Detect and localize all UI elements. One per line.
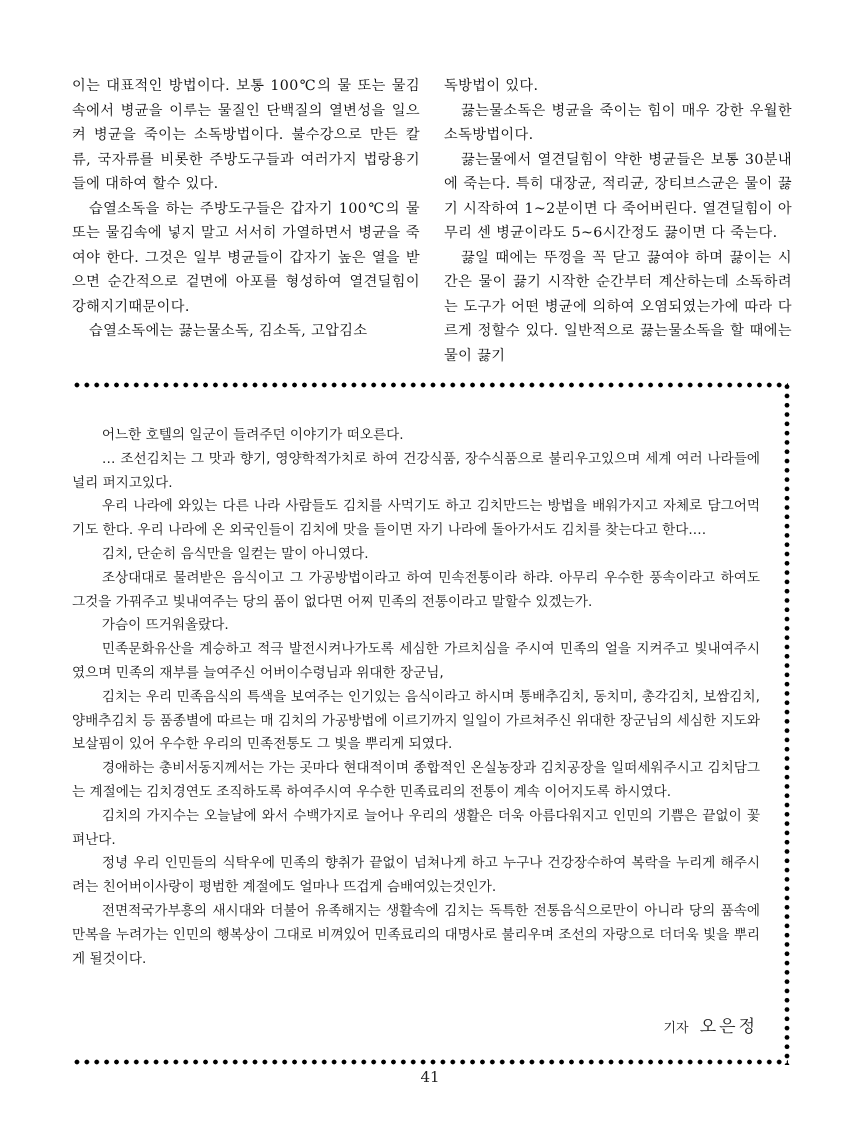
byline: [664, 1012, 759, 1037]
paragraph: 김치는 우리 민족음식의 특색을 보여주는 인기있는 음식이라고 하시며 통배추김치, 동치미, 총각김치, 보쌈김치, 양배추김치 등 품종별에 따르는 매 김치의 가공방법에 이르기까지 일일이 가르쳐주신 위대한 장군님의 세심한 지도와 보살핌이 있어 우수한 우리의 민족전통도 그 빛을 뿌리게 되였다.: [72, 688, 760, 753]
paragraph: 경애하는 총비서동지께서는 가는 곳마다 현대적이며 종합적인 온실농장과 김치공장을 일떠세워주시고 김치담그는 계절에는 김치경연도 조직하도록 하여주시여 우수한 민족료리의 전통이 계속 이어지도록 하시였다.: [72, 760, 760, 800]
paragraph: 가슴이 뜨거워올랐다.: [101, 617, 229, 634]
paragraph: 전면적국가부흥의 새시대와 더불어 유족해지는 생활속에 김치는 독특한 전통음식으로만이 아니라 당의 품속에 만복을 누려가는 인민의 행복상이 그대로 비껴있어 민족료리의 대명사로 불리우며 조선의 자랑으로 더더욱 빛을 뿌리게 될것이다.: [72, 902, 760, 967]
paragraph: 이는 대표적인 방법이다. 보통 100℃의 물 또는 물김속에서 병균을 이루는 물질인 단백질의 열변성을 일으켜 병균을 죽이는 소독방법이다. 불수강으로 만든 칼류, 국자류를 비롯한 주방도구들과 여러가지 법랑용기들에 대하여 할수 있다.: [72, 78, 420, 192]
byline-name: 오은정: [699, 1017, 758, 1037]
page-number: 41: [420, 1068, 440, 1086]
paragraph: 김치의 가지수는 오늘날에 와서 수백가지로 늘어나 우리의 생활은 더욱 아름다워지고 인민의 기쁨은 끝없이 꽃펴난다.: [72, 807, 760, 848]
paragraph: 끓일 때에는 뚜껑을 꼭 닫고 끓여야 하며 끓이는 시간은 물이 끓기 시작한 순간부터 계산하는데 소독하려는 도구가 어떤 병균에 의하여 오염되였는가에 따라 다르게 정할수 있다. 일반적으로 끓는물소독을 할 때에는 물이 끓기: [444, 249, 792, 364]
dotted-border-right: [784, 382, 790, 1065]
paragraph: … 조선김치는 그 맛과 향기, 영양학적가치로 하여 건강식품, 장수식품으로 불리우고있으며 세계 여러 나라들에 널리 퍼지고있다.: [72, 450, 760, 491]
paragraph: 우리 나라에 와있는 다른 나라 사람들도 김치를 사먹기도 하고 김치만드는 방법을 배워가지고 자체로 담그어먹기도 한다. 우리 나라에 온 외국인들이 김치에 맛을 들이면 자기 나라에 돌아가서도 김치를 찾는다고 한다.…: [72, 498, 760, 539]
paragraph: 어느한 호텔의 일군이 들려주던 이야기가 떠오른다.: [101, 427, 404, 443]
dotted-border-top: [72, 382, 788, 388]
paragraph: 김치, 단순히 음식만을 일컫는 말이 아니였다.: [101, 545, 369, 562]
paragraph: 습열소독을 하는 주방도구들은 갑자기 100℃의 물 또는 물김속에 넣지 말고 서서히 가열하면서 병균을 죽여야 한다. 그것은 일부 병균들이 갑자기 높은 열을 받으면 순간적으로 겉면에 아포를 형성하여 열견딜힘이 강해지기때문이다.: [72, 200, 420, 315]
paragraph: 민족문화유산을 계승하고 적극 발전시켜나가도록 세심한 가르치심을 주시여 민족의 얼을 지켜주고 빛내여주시였으며 민족의 재부를 늘여주신 어버이수령님과 위대한 장군님,: [72, 641, 760, 681]
paragraph: 끓는물에서 열견딜힘이 약한 병균들은 보통 30분내에 죽는다. 특히 대장균, 적리균, 장티브스균은 물이 끓기 시작하여 1~2분이면 다 죽어버린다. 열견딜힘이 아무리 센 병균이라도 5~6시간정도 끓이면 다 죽는다.: [444, 151, 792, 241]
paragraph: 습열소독에는 끓는물소독, 김소독, 고압김소: [89, 323, 368, 339]
left-column: [72, 74, 420, 344]
right-column: [444, 74, 792, 368]
article-body: [72, 424, 760, 971]
paragraph: 조상대대로 물려받은 음식이고 그 가공방법이라고 하여 민속전통이라 하랴. 아무리 우수한 풍속이라고 하여도 그것을 가꿔주고 빛내여주는 당의 품이 없다면 어찌 민족의 전통이라고 말할수 있겠는가.: [72, 569, 760, 610]
boxed-article: [72, 382, 788, 1062]
paragraph: 독방법이 있다.: [444, 78, 539, 94]
paragraph: 정녕 우리 인민들의 식탁우에 민족의 향취가 끝없이 넘쳐나게 하고 누구나 건강장수하여 복락을 누리게 해주시려는 친어버이사랑이 평범한 계절에도 얼마나 뜨겁게 슴배여있는것인가.: [72, 855, 760, 896]
top-two-column-text: [72, 74, 792, 370]
paragraph: 끓는물소독은 병균을 죽이는 힘이 매우 강한 우월한 소독방법이다.: [444, 102, 792, 143]
byline-role: 기자: [663, 1021, 689, 1036]
dotted-border-bottom: [72, 1059, 788, 1065]
